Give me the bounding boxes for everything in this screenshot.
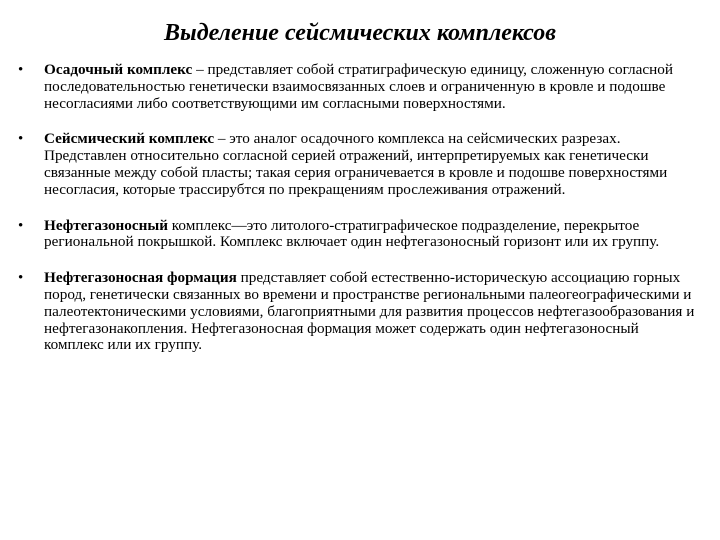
bullet-text: комплекс—это литолого-стратиграфическое подразделение, перекрытое региональной покрышкой. Комплекс включает один нефтегазоносный горизонт или их группу. xyxy=(44,216,660,251)
bullet-text: представляет собой естественно-историческую ассоциацию горных пород, генетически связанных во времени и пространстве региональными палеогеографическими и палеотектоническими условиями, благоприятными для развития процессов нефтегазообразования и нефтегазонакопления. Нефтегазоносная формация может содержать один нефтегазоносный комплекс или их группу. xyxy=(44,269,695,354)
bullet-dot-icon: • xyxy=(18,131,24,148)
bullet-term: Сейсмический комплекс xyxy=(44,130,215,148)
bullet-dot-icon: • xyxy=(18,217,24,234)
bullet-list xyxy=(18,62,698,354)
bullet-item-seismic-complex xyxy=(18,131,698,198)
bullet-text: – представляет собой стратиграфическую единицу, сложенную согласной последовательностью генетически взаимосвязанных слоев и ограниченную в кровле и подошве несогласиями либо соответствующими им согласными поверхностями. xyxy=(44,61,673,112)
slide-title: Выделение сейсмических комплексов xyxy=(164,20,556,46)
bullet-term: Нефтегазоносный xyxy=(44,216,168,234)
bullet-text: – это аналог осадочного комплекса на сейсмических разрезах. Представлен относительно согласной серией отражений, интерпретируемых как генетически связанные между собой пласты; такая серия ограничевается в кровле и подошве поверхностями несогласия, которые трассирубтся по прекращениям прослеживания отражений. xyxy=(44,130,668,198)
bullet-term: Осадочный комплекс xyxy=(44,61,193,78)
bullet-item-oil-gas-formation xyxy=(18,270,698,354)
bullet-dot-icon: • xyxy=(18,270,24,287)
bullet-term: Нефтегазоносная формация xyxy=(44,269,237,287)
bullet-item-sedimentary-complex xyxy=(18,62,698,112)
bullet-item-oil-gas-complex xyxy=(18,218,698,252)
bullet-dot-icon: • xyxy=(18,62,24,78)
